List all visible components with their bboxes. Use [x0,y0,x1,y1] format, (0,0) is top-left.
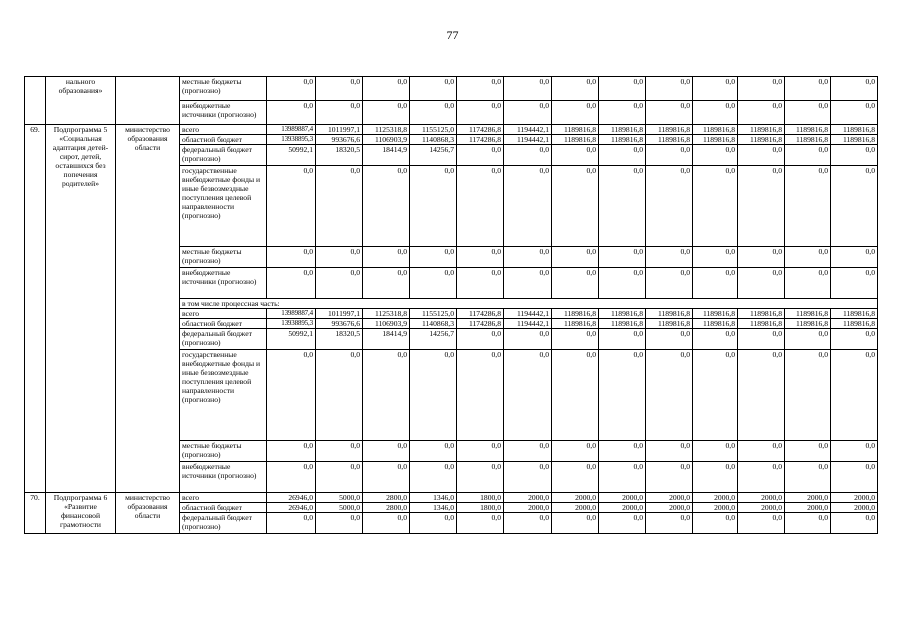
value-cell: 0,0 [646,247,693,268]
value-cell: 0,0 [316,350,363,441]
value-cell: 0,0 [831,441,878,462]
value-cell: 13938895,3 [267,135,316,145]
value-cell: 0,0 [552,247,599,268]
value-cell: 13989887,4 [267,309,316,319]
funding-source: местные бюджеты (прогнозно) [180,77,267,101]
funding-source: всего [180,309,267,319]
value-cell: 0,0 [457,166,504,247]
value-cell: 0,0 [552,329,599,350]
budget-table [24,76,878,534]
value-cell: 0,0 [504,441,552,462]
funding-source: областной бюджет [180,503,267,513]
value-cell: 0,0 [831,329,878,350]
value-cell: 0,0 [738,247,785,268]
value-cell: 0,0 [504,101,552,125]
row-number: 70. [25,493,46,534]
value-cell: 0,0 [785,441,831,462]
value-cell: 1189816,8 [552,309,599,319]
value-cell: 0,0 [738,513,785,534]
value-cell: 1346,0 [410,503,457,513]
value-cell: 1011997,1 [316,309,363,319]
value-cell: 0,0 [363,77,410,101]
funding-source: внебюджетные источники (прогнозно) [180,101,267,125]
value-cell: 0,0 [457,77,504,101]
value-cell: 1189816,8 [738,309,785,319]
value-cell: 18320,5 [316,145,363,166]
value-cell: 1140868,3 [410,319,457,329]
value-cell: 1174286,8 [457,319,504,329]
value-cell: 0,0 [316,247,363,268]
value-cell: 1194442,1 [504,319,552,329]
funding-source: местные бюджеты (прогнозно) [180,441,267,462]
value-cell: 50992,1 [267,329,316,350]
funding-source: всего [180,493,267,503]
value-cell: 0,0 [599,441,646,462]
value-cell: 0,0 [785,247,831,268]
value-cell: 1189816,8 [738,319,785,329]
value-cell: 0,0 [599,513,646,534]
value-cell: 0,0 [693,329,738,350]
value-cell: 1189816,8 [599,135,646,145]
value-cell: 0,0 [831,247,878,268]
value-cell: 0,0 [552,145,599,166]
value-cell: 0,0 [552,166,599,247]
value-cell: 0,0 [267,101,316,125]
value-cell: 0,0 [267,268,316,299]
value-cell: 0,0 [316,166,363,247]
value-cell: 0,0 [410,350,457,441]
value-cell: 0,0 [410,462,457,493]
value-cell: 0,0 [363,166,410,247]
value-cell: 0,0 [785,462,831,493]
value-cell: 0,0 [552,77,599,101]
value-cell: 0,0 [599,462,646,493]
value-cell: 0,0 [693,77,738,101]
value-cell: 0,0 [785,329,831,350]
value-cell: 0,0 [552,268,599,299]
value-cell: 1189816,8 [693,135,738,145]
value-cell: 0,0 [363,247,410,268]
funding-source: внебюджетные источники (прогнозно) [180,268,267,299]
value-cell: 2000,0 [504,493,552,503]
value-cell: 0,0 [316,101,363,125]
value-cell: 0,0 [599,166,646,247]
value-cell: 1189816,8 [693,319,738,329]
value-cell: 993676,6 [316,135,363,145]
value-cell: 0,0 [504,268,552,299]
value-cell: 1189816,8 [785,319,831,329]
value-cell: 1189816,8 [738,125,785,135]
funding-source: всего [180,125,267,135]
executor: министерство образования области [116,125,180,493]
funding-source: государственные внебюджетные фонды и иные безвозмездные поступления целевой направленности (прогнозно) [180,350,267,441]
value-cell: 0,0 [785,513,831,534]
value-cell: 0,0 [552,462,599,493]
value-cell: 0,0 [738,350,785,441]
value-cell: 1194442,1 [504,135,552,145]
value-cell: 0,0 [738,166,785,247]
value-cell: 0,0 [599,350,646,441]
funding-source: государственные внебюджетные фонды и иные безвозмездные поступления целевой направленности (прогнозно) [180,166,267,247]
value-cell: 1189816,8 [552,125,599,135]
value-cell: 2000,0 [693,493,738,503]
value-cell: 0,0 [831,145,878,166]
value-cell: 0,0 [738,101,785,125]
value-cell: 0,0 [504,166,552,247]
value-cell: 0,0 [504,350,552,441]
value-cell: 2000,0 [552,503,599,513]
value-cell: 0,0 [646,441,693,462]
value-cell: 0,0 [646,145,693,166]
value-cell: 1155125,0 [410,309,457,319]
row-number [25,77,46,125]
funding-source: федеральный бюджет (прогнозно) [180,145,267,166]
value-cell: 0,0 [738,441,785,462]
value-cell: 18320,5 [316,329,363,350]
value-cell: 1189816,8 [646,125,693,135]
value-cell: 0,0 [410,268,457,299]
value-cell: 0,0 [831,513,878,534]
value-cell: 0,0 [831,101,878,125]
value-cell: 0,0 [738,145,785,166]
value-cell: 2000,0 [738,493,785,503]
program-name: Подпрограмма 5 «Социальная адаптация детей-сирот, детей, оставшихся без попечения родителей» [46,125,116,493]
value-cell: 1189816,8 [785,125,831,135]
value-cell: 0,0 [738,77,785,101]
funding-source: местные бюджеты (прогнозно) [180,247,267,268]
value-cell: 0,0 [785,268,831,299]
value-cell: 1011997,1 [316,125,363,135]
value-cell: 2000,0 [831,493,878,503]
value-cell: 0,0 [599,77,646,101]
value-cell: 0,0 [646,101,693,125]
value-cell: 0,0 [504,77,552,101]
value-cell: 1346,0 [410,493,457,503]
value-cell: 0,0 [410,247,457,268]
value-cell: 0,0 [504,513,552,534]
value-cell: 0,0 [599,329,646,350]
value-cell: 0,0 [552,441,599,462]
value-cell: 0,0 [504,462,552,493]
table-row [25,77,878,101]
value-cell: 13938895,3 [267,319,316,329]
value-cell: 0,0 [316,77,363,101]
value-cell: 0,0 [785,77,831,101]
value-cell: 0,0 [316,268,363,299]
value-cell: 1189816,8 [693,309,738,319]
value-cell: 0,0 [785,145,831,166]
value-cell: 2000,0 [646,503,693,513]
value-cell: 0,0 [693,247,738,268]
value-cell: 18414,9 [363,145,410,166]
value-cell: 0,0 [363,101,410,125]
value-cell: 1189816,8 [552,319,599,329]
value-cell: 0,0 [267,247,316,268]
value-cell: 0,0 [646,329,693,350]
value-cell: 0,0 [693,101,738,125]
value-cell: 0,0 [785,166,831,247]
value-cell: 0,0 [693,268,738,299]
value-cell: 1194442,1 [504,125,552,135]
value-cell: 1189816,8 [831,309,878,319]
section-note: в том числе процессная часть: [180,299,878,309]
value-cell: 2000,0 [552,493,599,503]
page-number: 77 [446,28,459,42]
value-cell: 2800,0 [363,493,410,503]
value-cell: 1189816,8 [599,319,646,329]
value-cell: 0,0 [831,350,878,441]
value-cell: 0,0 [738,268,785,299]
value-cell: 2000,0 [646,493,693,503]
value-cell: 5000,0 [316,493,363,503]
value-cell: 0,0 [646,268,693,299]
value-cell: 0,0 [504,329,552,350]
value-cell: 1189816,8 [831,319,878,329]
value-cell: 0,0 [457,329,504,350]
value-cell: 993676,6 [316,319,363,329]
value-cell: 1189816,8 [831,125,878,135]
value-cell: 1800,0 [457,493,504,503]
value-cell: 0,0 [599,247,646,268]
value-cell: 0,0 [457,441,504,462]
value-cell: 0,0 [457,145,504,166]
value-cell: 0,0 [457,513,504,534]
value-cell: 1189816,8 [599,125,646,135]
value-cell: 0,0 [552,350,599,441]
value-cell: 0,0 [693,350,738,441]
value-cell: 0,0 [646,513,693,534]
value-cell: 1174286,8 [457,309,504,319]
program-name: нального образования» [46,77,116,125]
value-cell: 0,0 [267,350,316,441]
value-cell: 0,0 [738,462,785,493]
value-cell: 1800,0 [457,503,504,513]
value-cell: 0,0 [363,513,410,534]
value-cell: 0,0 [646,166,693,247]
funding-source: областной бюджет [180,135,267,145]
value-cell: 0,0 [363,350,410,441]
value-cell: 0,0 [738,329,785,350]
value-cell: 0,0 [646,77,693,101]
value-cell: 0,0 [457,247,504,268]
funding-source: внебюджетные источники (прогнозно) [180,462,267,493]
value-cell: 0,0 [693,166,738,247]
value-cell: 2000,0 [831,503,878,513]
value-cell: 1189816,8 [552,135,599,145]
value-cell: 0,0 [693,513,738,534]
value-cell: 2000,0 [504,503,552,513]
value-cell: 2000,0 [738,503,785,513]
value-cell: 0,0 [831,462,878,493]
value-cell: 13989887,4 [267,125,316,135]
value-cell: 0,0 [599,268,646,299]
value-cell: 0,0 [316,513,363,534]
value-cell: 0,0 [410,513,457,534]
value-cell: 14256,7 [410,329,457,350]
value-cell: 2000,0 [693,503,738,513]
value-cell: 0,0 [267,77,316,101]
value-cell: 0,0 [363,268,410,299]
value-cell: 50992,1 [267,145,316,166]
value-cell: 14256,7 [410,145,457,166]
value-cell: 5000,0 [316,503,363,513]
value-cell: 0,0 [410,77,457,101]
value-cell: 26946,0 [267,493,316,503]
value-cell: 0,0 [693,462,738,493]
value-cell: 0,0 [552,101,599,125]
value-cell: 1189816,8 [693,125,738,135]
value-cell: 0,0 [267,166,316,247]
value-cell: 0,0 [457,462,504,493]
value-cell: 0,0 [646,462,693,493]
funding-source: областной бюджет [180,319,267,329]
value-cell: 1189816,8 [738,135,785,145]
value-cell: 0,0 [504,145,552,166]
value-cell: 0,0 [693,145,738,166]
value-cell: 0,0 [504,247,552,268]
program-name: Подпрограмма 6 «Развитие финансовой грамотности [46,493,116,534]
value-cell: 0,0 [316,462,363,493]
value-cell: 1189816,8 [831,135,878,145]
value-cell: 0,0 [267,462,316,493]
value-cell: 1155125,0 [410,125,457,135]
value-cell: 0,0 [267,441,316,462]
value-cell: 1174286,8 [457,135,504,145]
value-cell: 2000,0 [785,503,831,513]
value-cell: 0,0 [831,268,878,299]
table-row [25,493,878,503]
executor [116,77,180,125]
value-cell: 1189816,8 [785,309,831,319]
value-cell: 2000,0 [599,503,646,513]
funding-source: федеральный бюджет (прогнозно) [180,513,267,534]
value-cell: 0,0 [363,441,410,462]
value-cell: 0,0 [316,441,363,462]
value-cell: 1140868,3 [410,135,457,145]
value-cell: 0,0 [267,513,316,534]
value-cell: 0,0 [552,513,599,534]
value-cell: 1189816,8 [646,319,693,329]
value-cell: 0,0 [785,350,831,441]
value-cell: 1189816,8 [599,309,646,319]
value-cell: 2800,0 [363,503,410,513]
value-cell: 1106903,9 [363,319,410,329]
value-cell: 1125318,8 [363,125,410,135]
value-cell: 0,0 [599,101,646,125]
value-cell: 1189816,8 [785,135,831,145]
value-cell: 1174286,8 [457,125,504,135]
value-cell: 0,0 [363,462,410,493]
value-cell: 0,0 [646,350,693,441]
value-cell: 0,0 [831,166,878,247]
value-cell: 2000,0 [599,493,646,503]
value-cell: 1125318,8 [363,309,410,319]
value-cell: 1189816,8 [646,135,693,145]
table-row [25,125,878,135]
value-cell: 0,0 [457,350,504,441]
value-cell: 26946,0 [267,503,316,513]
value-cell: 0,0 [410,101,457,125]
value-cell: 1194442,1 [504,309,552,319]
value-cell: 0,0 [831,77,878,101]
value-cell: 1106903,9 [363,135,410,145]
funding-source: федеральный бюджет (прогнозно) [180,329,267,350]
value-cell: 0,0 [410,166,457,247]
row-number: 69. [25,125,46,493]
value-cell: 0,0 [457,101,504,125]
value-cell: 18414,9 [363,329,410,350]
value-cell: 0,0 [457,268,504,299]
executor: министерство образования области [116,493,180,534]
value-cell: 2000,0 [785,493,831,503]
value-cell: 0,0 [785,101,831,125]
value-cell: 0,0 [599,145,646,166]
value-cell: 1189816,8 [646,309,693,319]
value-cell: 0,0 [693,441,738,462]
value-cell: 0,0 [410,441,457,462]
